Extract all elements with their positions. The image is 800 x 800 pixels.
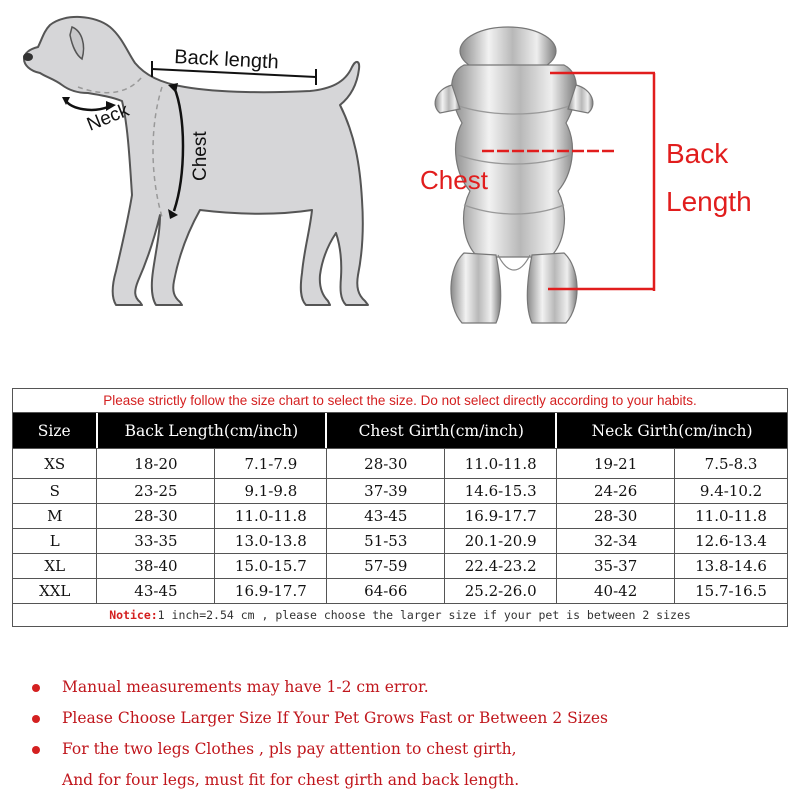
cell-chest-cm: 51-53 bbox=[327, 529, 445, 553]
cell-back-cm: 38-40 bbox=[97, 554, 215, 578]
cell-back-cm: 43-45 bbox=[97, 579, 215, 603]
table-row bbox=[13, 529, 787, 554]
cell-back-inch: 11.0-11.8 bbox=[215, 504, 327, 528]
bullet-dot-icon bbox=[32, 684, 40, 692]
note-text: For the two legs Clothes , pls pay attention to chest girth, bbox=[62, 740, 517, 758]
cell-back-inch: 13.0-13.8 bbox=[215, 529, 327, 553]
header-back-length: Back Length(cm/inch) bbox=[98, 413, 328, 448]
bullet-dot-icon bbox=[32, 715, 40, 723]
illustrations bbox=[0, 0, 800, 380]
cell-size: L bbox=[13, 529, 97, 553]
cell-neck-inch: 7.5-8.3 bbox=[704, 454, 758, 473]
cell-chest-cm: 28-30 bbox=[327, 449, 445, 478]
cell-neck-inch: 9.4-10.2 bbox=[699, 482, 763, 500]
note-item bbox=[30, 672, 790, 703]
note-item-continued bbox=[30, 765, 790, 796]
table-row bbox=[13, 504, 787, 529]
cell-back-cm: 18-20 bbox=[97, 449, 215, 478]
dog-neck-label: Neck bbox=[84, 99, 133, 136]
size-chart-warning: Please strictly follow the size chart to select the size. Do not select directly according to your habits. bbox=[13, 389, 787, 413]
cell-back-inch: 9.1-9.8 bbox=[215, 479, 327, 503]
cell-back-cm: 23-25 bbox=[97, 479, 215, 503]
cell-neck-cm: 24-26 bbox=[557, 479, 675, 503]
cell-chest-inch: 11.0-11.8 bbox=[445, 449, 557, 478]
cell-size: S bbox=[13, 479, 97, 503]
cell-size: XS bbox=[13, 449, 97, 478]
cell-back-cm: 33-35 bbox=[97, 529, 215, 553]
table-header-row bbox=[13, 413, 787, 449]
cell-chest-cm: 43-45 bbox=[327, 504, 445, 528]
cell-neck-cm: 28-30 bbox=[557, 504, 675, 528]
note-item bbox=[30, 703, 790, 734]
cell-size: M bbox=[13, 504, 97, 528]
size-chart-notice bbox=[13, 604, 787, 626]
cell-size: XXL bbox=[13, 579, 97, 603]
note-text: And for four legs, must fit for chest girth and back length. bbox=[62, 771, 520, 789]
table-row bbox=[13, 479, 787, 504]
note-text: Manual measurements may have 1-2 cm error. bbox=[62, 678, 429, 696]
coat-measurement-diagram bbox=[400, 5, 790, 335]
cell-back-inch: 16.9-17.7 bbox=[215, 579, 327, 603]
cell-chest-cm: 37-39 bbox=[327, 479, 445, 503]
header-size: Size bbox=[13, 413, 98, 448]
size-chart-table bbox=[12, 388, 788, 627]
coat-back-label: Back bbox=[666, 138, 729, 169]
bullet-dot-icon bbox=[32, 746, 40, 754]
cell-neck-inch: 12.6-13.4 bbox=[695, 532, 767, 550]
cell-chest-inch: 16.9-17.7 bbox=[445, 504, 557, 528]
cell-size: XL bbox=[13, 554, 97, 578]
table-row bbox=[13, 449, 787, 479]
table-body bbox=[13, 449, 787, 604]
cell-chest-cm: 57-59 bbox=[327, 554, 445, 578]
cell-neck-cm: 40-42 bbox=[557, 579, 675, 603]
cell-chest-inch: 22.4-23.2 bbox=[445, 554, 557, 578]
cell-neck-inch: 11.0-11.8 bbox=[695, 507, 767, 525]
cell-neck-inch: 13.8-14.6 bbox=[695, 557, 767, 575]
note-text: Please Choose Larger Size If Your Pet Grows Fast or Between 2 Sizes bbox=[62, 709, 608, 727]
dog-back-length-label: Back length bbox=[173, 46, 280, 74]
cell-chest-inch: 25.2-26.0 bbox=[445, 579, 557, 603]
cell-back-inch: 7.1-7.9 bbox=[215, 449, 327, 478]
cell-neck-cm: 19-21 bbox=[557, 449, 675, 478]
coat-length-label: Length bbox=[666, 186, 752, 217]
cell-chest-inch: 14.6-15.3 bbox=[445, 479, 557, 503]
header-neck-girth: Neck Girth(cm/inch) bbox=[591, 421, 753, 440]
cell-neck-inch: 15.7-16.5 bbox=[695, 582, 767, 600]
table-row bbox=[13, 554, 787, 579]
cell-back-cm: 28-30 bbox=[97, 504, 215, 528]
cell-neck-cm: 35-37 bbox=[557, 554, 675, 578]
measurement-notes bbox=[30, 672, 790, 796]
cell-neck-cm: 32-34 bbox=[557, 529, 675, 553]
table-row bbox=[13, 579, 787, 604]
header-chest-girth: Chest Girth(cm/inch) bbox=[327, 413, 557, 448]
dog-chest-label: Chest bbox=[190, 131, 211, 181]
dog-measurement-diagram bbox=[10, 5, 390, 325]
notice-text: 1 inch=2.54 cm , please choose the larger size if your pet is between 2 sizes bbox=[157, 608, 691, 622]
notice-label: Notice: bbox=[109, 608, 158, 622]
cell-chest-inch: 20.1-20.9 bbox=[445, 529, 557, 553]
coat-chest-label: Chest bbox=[420, 165, 488, 195]
cell-back-inch: 15.0-15.7 bbox=[215, 554, 327, 578]
cell-chest-cm: 64-66 bbox=[327, 579, 445, 603]
note-item bbox=[30, 734, 790, 765]
